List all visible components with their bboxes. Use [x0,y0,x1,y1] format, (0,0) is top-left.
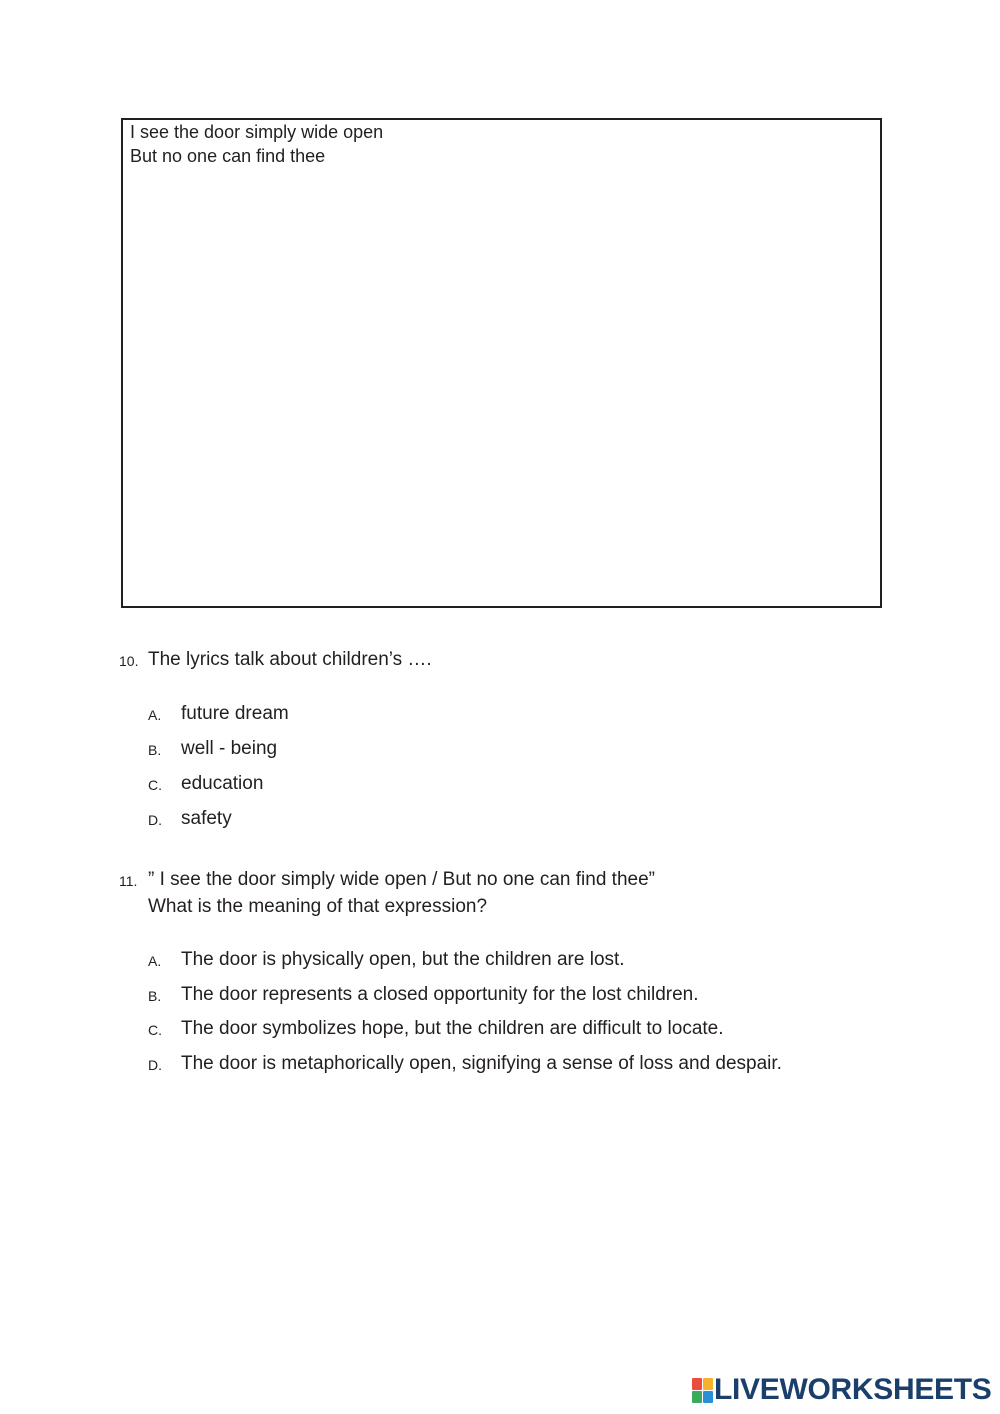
option-letter: B. [148,988,162,1004]
option-letter: C. [148,777,162,793]
lyric-line-1: I see the door simply wide open [130,122,384,142]
question-number: 11. [119,873,138,889]
brand-name: LIVEWORKSHEETS [714,1373,992,1406]
question-prompt: The lyrics talk about children’s …. [148,649,432,670]
lyrics-box [121,118,882,608]
option-letter: A. [148,707,162,723]
option-text: future dream [181,703,289,724]
option-text: The door is physically open, but the children are lost. [181,949,625,970]
option-text: The door represents a closed opportunity for the lost children. [181,984,699,1005]
option-letter: D. [148,1057,162,1073]
liveworksheets-logo[interactable] [692,1373,992,1407]
option-letter: C. [148,1022,162,1038]
option-text: well - being [181,738,278,759]
question-number: 10. [119,653,139,669]
option-text: education [181,773,264,794]
question-prompt-line-2: What is the meaning of that expression? [148,896,488,917]
lyric-line-2: But no one can find thee [130,146,326,166]
logo-square-blue [703,1391,713,1403]
option-letter: B. [148,742,162,758]
liveworksheets-logo-icon [692,1378,712,1402]
option-text: The door symbolizes hope, but the children are difficult to locate. [181,1018,724,1039]
logo-square-yellow [703,1378,713,1390]
option-letter: D. [148,812,162,828]
logo-square-green [692,1391,702,1403]
question-prompt: ” I see the door simply wide open / But no one can find thee” [148,869,655,890]
option-letter: A. [148,953,162,969]
logo-square-red [692,1378,702,1390]
option-text: safety [181,808,232,829]
option-text: The door is metaphorically open, signifying a sense of loss and despair. [181,1053,782,1074]
